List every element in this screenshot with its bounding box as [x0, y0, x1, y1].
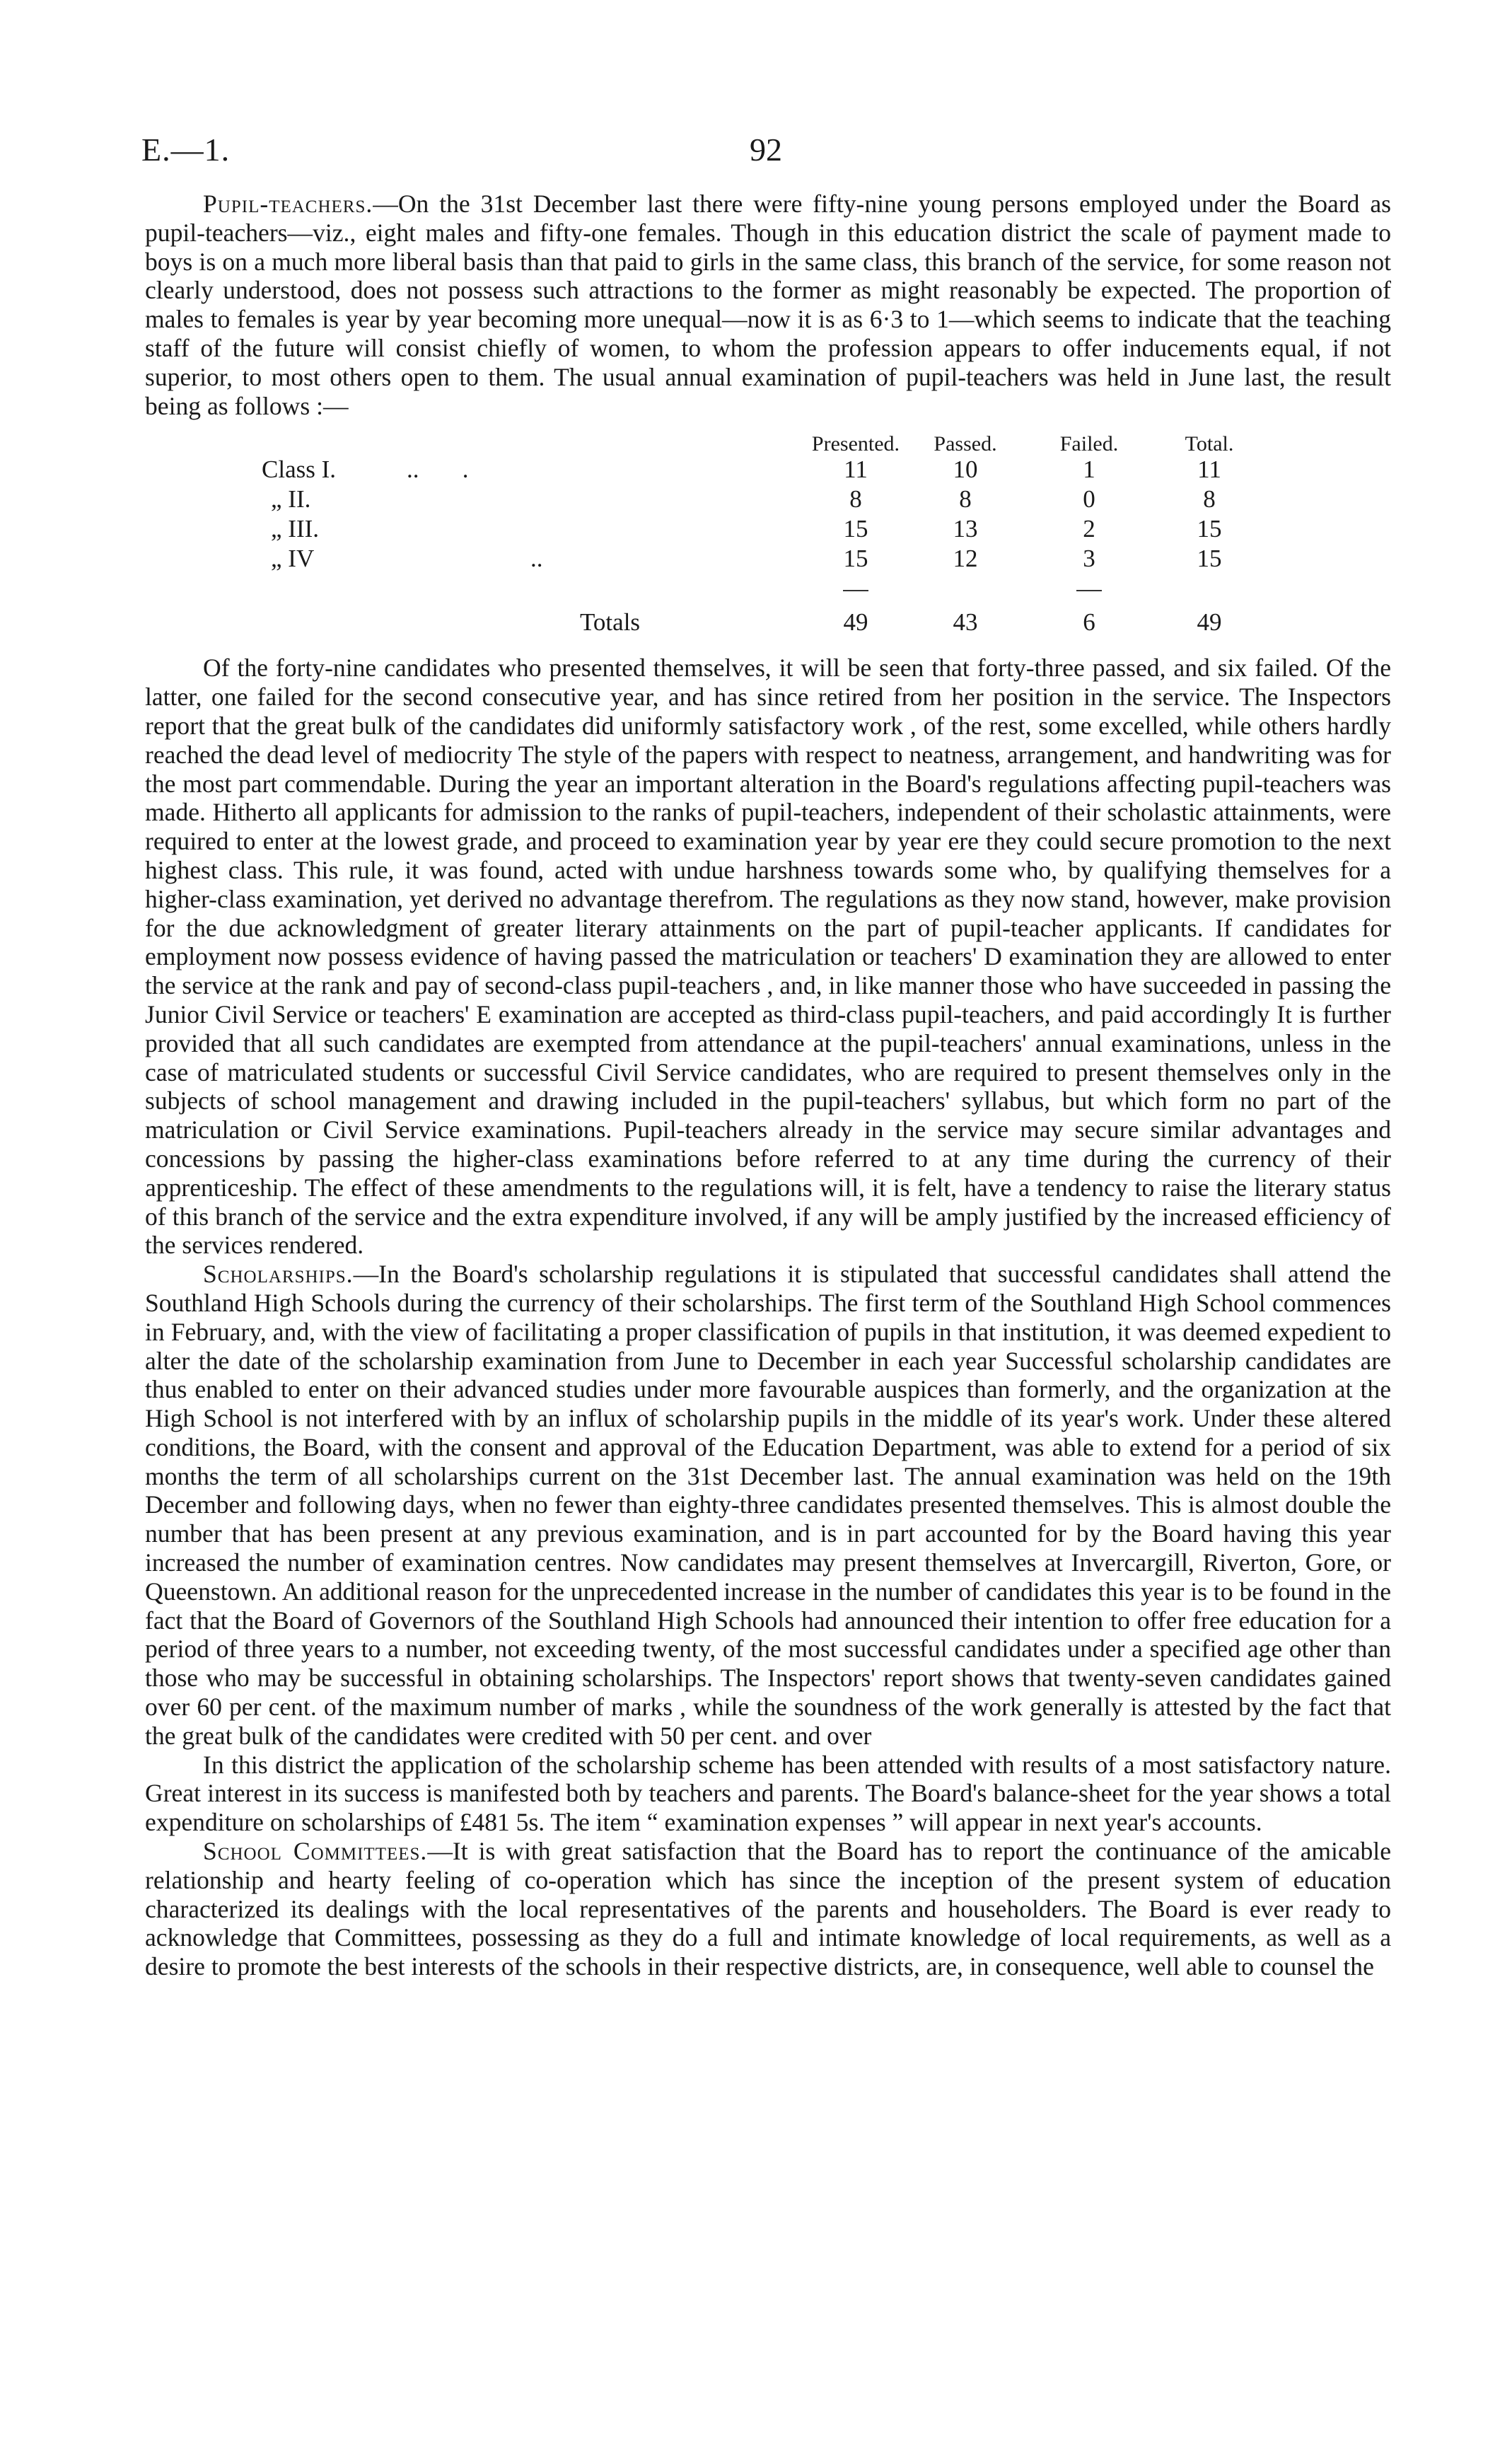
paragraph-text: —It is with great satisfaction that the Board has to report the continuance of the amicable relationship and hearty feeling of co-operation which has since the inception of the present system of education characterized its dealings with the local representatives of the parents and householders. The Board is ever ready to acknowledge that Committees, possessing as they do a full and intimate knowledge of local requirements, as well as a desire to promote the best interests of the schools in their respective districts, are, in consequence, well able to counsel the — [145, 1837, 1391, 1981]
exam-results-table — [145, 430, 1391, 651]
cell-total: 15 — [1197, 545, 1222, 573]
cell-presented: 15 — [843, 515, 868, 543]
row-label: Class I. — [262, 456, 336, 484]
cell-failed: 1 — [1083, 456, 1095, 484]
page-number: 92 — [750, 132, 782, 168]
column-header-failed: Failed. — [1059, 432, 1119, 456]
cell-passed: 13 — [953, 515, 978, 543]
cell-presented: 8 — [849, 485, 862, 514]
cell-presented: 15 — [843, 545, 868, 573]
sum-rule — [843, 590, 868, 591]
paragraph-scholarships — [145, 1260, 1391, 1751]
paragraph-scholarship-scheme — [145, 1751, 1391, 1837]
total-failed: 6 — [1083, 608, 1095, 637]
leader-dots: .. — [530, 545, 543, 573]
total-passed: 43 — [953, 608, 978, 637]
cell-total: 11 — [1197, 456, 1221, 484]
cell-passed: 12 — [953, 545, 978, 573]
paragraph-text: Of the forty-nine candidates who presented themselves, it will be seen that forty-three passed, and six failed. Of the latter, one failed for the second consecutive year, and has since retired from her position in the service. The Inspectors report that the great bulk of the candidates did uniformly satisfactory work , of the rest, some excelled, while others hardly reached the dead level of mediocrity The style of the papers with respect to neatness, arrangement, and handwriting was for the most part commendable. During the year an important alteration in the Board's regulations affecting pupil-teachers was made. Hitherto all applicants for admission to the ranks of pupil-teachers, independent of their scholastic attainments, were required to enter at the lowest grade, and proceed to examination year by year ere they could secure promotion to the next highest class. This rule, it was found, acted with undue harshness towards some who, by qualifying themselves for a higher-class examination, yet derived no advantage therefrom. The regulations as they now stand, however, make provision for the due acknowledgment of greater literary attainments on the part of pupil-teacher applicants. If candidates for employment now possess evidence of having passed the matriculation or teachers' D examination they are allowed to enter the service at the rank and pay of second-class pupil-teachers , and, in like manner those who have succeeded in passing the Junior Civil Service or teachers' E examination are accepted as third-class pupil-teachers, and paid accordingly It is further provided that all such candidates are exempted from attendance at the pupil-teachers' annual examinations, unless in the case of matriculated students or successful Civil Service candidates, who are required to present themselves only in the subjects of school management and drawing included in the pupil-teachers' syllabus, but which form no part of the matriculation or Civil Service examinations. Pupil-teachers already in the service may secure similar advantages and concessions by passing the higher-class examinations before referred to at any time during the currency of their apprenticeship. The effect of these amendments to the regulations will, it is felt, have a tendency to raise the literary status of this branch of the service and the extra expenditure involved, if any will be amply justified by the increased efficiency of the services rendered. — [145, 654, 1391, 1260]
column-header-total: Total. — [1185, 432, 1234, 456]
section-heading-school-committees: School Committees. — [203, 1837, 428, 1866]
paragraph-school-committees — [145, 1837, 1391, 1981]
column-header-presented: Presented. — [811, 432, 900, 456]
paragraph-text: —In the Board's scholarship regulations it is stipulated that successful candidates shall attend the Southland High Schools during the currency of their scholarships. The first term of the Southland High School commences in February, and, with the view of facilitating a proper classification of pupils in that institution, it was deemed expedient to alter the date of the scholarship examination from June to December in each year Successful scholarship candidates are thus enabled to enter on their advanced studies under more favourable auspices than formerly, and the organization at the High School is not interfered with by an influx of scholarship pupils in the middle of its year's work. Under these altered conditions, the Board, with the consent and approval of the Education Department, was able to extend for a period of six months the term of all scholarships current on the 31st December last. The annual examination was held on the 19th December and following days, when no fewer than eighty-three candidates presented themselves. This is almost double the number that has been present at any previous examination, and is in part accounted for by the Board having this year increased the number of examination centres. Now candidates may present themselves at Invercargill, Riverton, Gore, or Queenstown. An additional reason for the unprecedented increase in the number of candidates this year is to be found in the fact that the Board of Governors of the Southland High Schools had announced their intention to offer free education for a period of three years to a number, not exceeding twenty, of the most successful candidates under a specified age other than those who may be successful in obtaining scholarships. The Inspectors' report shows that twenty-seven candidates gained over 60 per cent. of the maximum number of marks , while the soundness of the work generally is attested by the fact that the great bulk of the candidates were credited with 50 per cent. and over — [145, 1260, 1391, 1750]
totals-label: Totals — [580, 608, 641, 637]
total-total: 49 — [1197, 608, 1222, 637]
cell-presented: 11 — [844, 456, 868, 484]
leader-dots: .. . — [407, 456, 469, 484]
cell-total: 15 — [1197, 515, 1222, 543]
section-heading-pupil-teachers: Pupil-teachers. — [203, 190, 373, 218]
column-header-passed: Passed. — [934, 432, 997, 456]
sum-rule — [1076, 590, 1102, 591]
document-reference: E.—1. — [141, 132, 231, 168]
paragraph-exam-results — [145, 654, 1391, 1260]
cell-passed: 8 — [959, 485, 972, 514]
cell-failed: 3 — [1083, 545, 1095, 573]
row-label: „ III. — [271, 515, 320, 543]
cell-total: 8 — [1203, 485, 1216, 514]
cell-failed: 2 — [1083, 515, 1095, 543]
page-header — [141, 131, 1393, 180]
paragraph-text: —On the 31st December last there were fifty-nine young persons employed under the Board as pupil-teachers—viz., eight males and fifty-one females. Though in this education district the scale of payment made to boys is on a much more liberal basis than that paid to girls in the same class, this branch of the service, for some reason not clearly understood, does not possess such attractions to the former as might reasonably be expected. The proportion of males to females is year by year becoming more unequal—now it is as 6·3 to 1—which seems to indicate that the teaching staff of the future will consist chiefly of women, to whom the profession appears to offer inducements equal, if not superior, to most others open to them. The usual annual examination of pupil-teachers was held in June last, the result being as follows :— — [145, 190, 1391, 420]
total-presented: 49 — [843, 608, 868, 637]
cell-passed: 10 — [953, 456, 978, 484]
cell-failed: 0 — [1083, 485, 1095, 514]
row-label: „ IV — [271, 545, 315, 573]
document-body — [145, 190, 1391, 1981]
section-heading-scholarships: Scholarships. — [203, 1260, 354, 1289]
paragraph-text: In this district the application of the scholarship scheme has been attended with results of a most satisfactory nature. Great interest in its success is manifested both by teachers and parents. The Board's balance-sheet for the year shows a total expenditure on scholarships of £481 5s. The item “ examination expenses ” will appear in next year's accounts. — [145, 1750, 1391, 1837]
row-label: „ II. — [271, 485, 311, 514]
paragraph-pupil-teachers — [145, 190, 1391, 420]
